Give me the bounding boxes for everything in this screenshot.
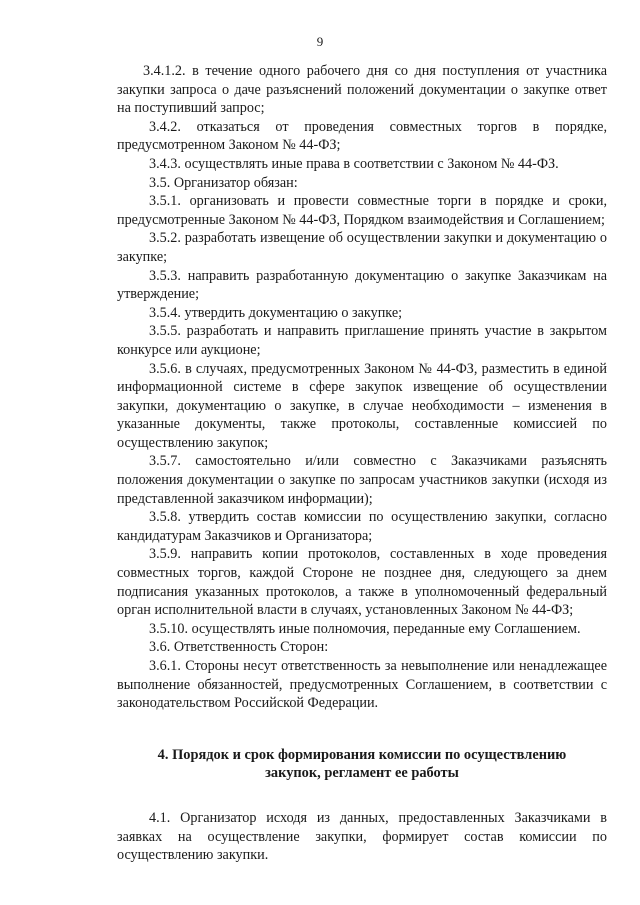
clause-3-5-4: 3.5.4. утвердить документацию о закупке; bbox=[149, 304, 403, 321]
clause-3-5-2: 3.5.2. разработать извещение об осуществлении закупки и документацию о закупке; bbox=[117, 230, 607, 265]
section-4-heading: 4. Порядок и срок формирования комиссии по осуществлению закупок, регламент ее работы bbox=[157, 746, 567, 782]
clause-4-1: 4.1. Организатор исходя из данных, предоставленных Заказчиками в заявках на осуществление закупки, формирует состав комиссии по осуществлению закупки. bbox=[117, 809, 607, 864]
clause-3-4-3: 3.4.3. осуществлять иные права в соответствии с Законом № 44-ФЗ. bbox=[149, 155, 559, 172]
clause-3-4-2: 3.4.2. отказаться от проведения совместных торгов в порядке, предусмотренном Законом № 44-ФЗ; bbox=[117, 118, 607, 154]
clause-3-5-9: 3.5.9. направить копии протоколов, составленных в ходе проведения совместных торгов, каждой Стороне не позднее дня, следующего за днем подписания указанных протоколов, а также в уполномоченный федеральный орган исполнительной власти в случаях, установленных Законом № 44-ФЗ; bbox=[117, 546, 607, 619]
clause-3-5-7: 3.5.7. самостоятельно и/или совместно с Заказчиками разъяснять положения документации о закупке по запросам участников закупки (исходя из представленной заказчиком информации); bbox=[117, 453, 607, 507]
clause-3-6: 3.6. Ответственность Сторон: bbox=[149, 639, 329, 656]
clause-3-5-3: 3.5.3. направить разработанную документацию о закупке Заказчикам на утверждение; bbox=[117, 267, 607, 303]
clause-3-5-10: 3.5.10. осуществлять иные полномочия, переданные ему Соглашением. bbox=[149, 620, 581, 637]
clause-3-5-5: 3.5.5. разработать и направить приглашение принять участие в закрытом конкурсе или аукционе; bbox=[117, 323, 607, 358]
clause-3-5-6: 3.5.6. в случаях, предусмотренных Законом № 44-ФЗ, разместить в единой информационной системе в сфере закупок извещение об осуществлении закупки, документацию о закупке, в случае необходимости – изменения в указанные документы, также протоколы, составленные комиссией по осуществлению закупок; bbox=[117, 360, 607, 451]
document-body bbox=[117, 62, 607, 865]
clause-3-5-1: 3.5.1. организовать и провести совместные торги в порядке и сроки, предусмотренные Законом № 44-ФЗ, Порядком взаимодействия и Соглашением; bbox=[117, 193, 607, 228]
page-number: 9 bbox=[316, 34, 324, 49]
clause-3-5: 3.5. Организатор обязан: bbox=[149, 174, 298, 191]
clause-3-5-8: 3.5.8. утвердить состав комиссии по осуществлению закупки, согласно кандидатурам Заказчиков и Организатора; bbox=[117, 509, 607, 544]
clause-3-4-1-2: 3.4.1.2. в течение одного рабочего дня со дня поступления от участника закупки запроса о даче разъяснений положений документации о закупке ответ на поступивший запрос; bbox=[117, 63, 607, 117]
clause-3-6-1: 3.6.1. Стороны несут ответственность за невыполнение или ненадлежащее выполнение обязанностей, предусмотренных Соглашением, в соответствии с законодательством Российской Федерации. bbox=[117, 658, 607, 712]
